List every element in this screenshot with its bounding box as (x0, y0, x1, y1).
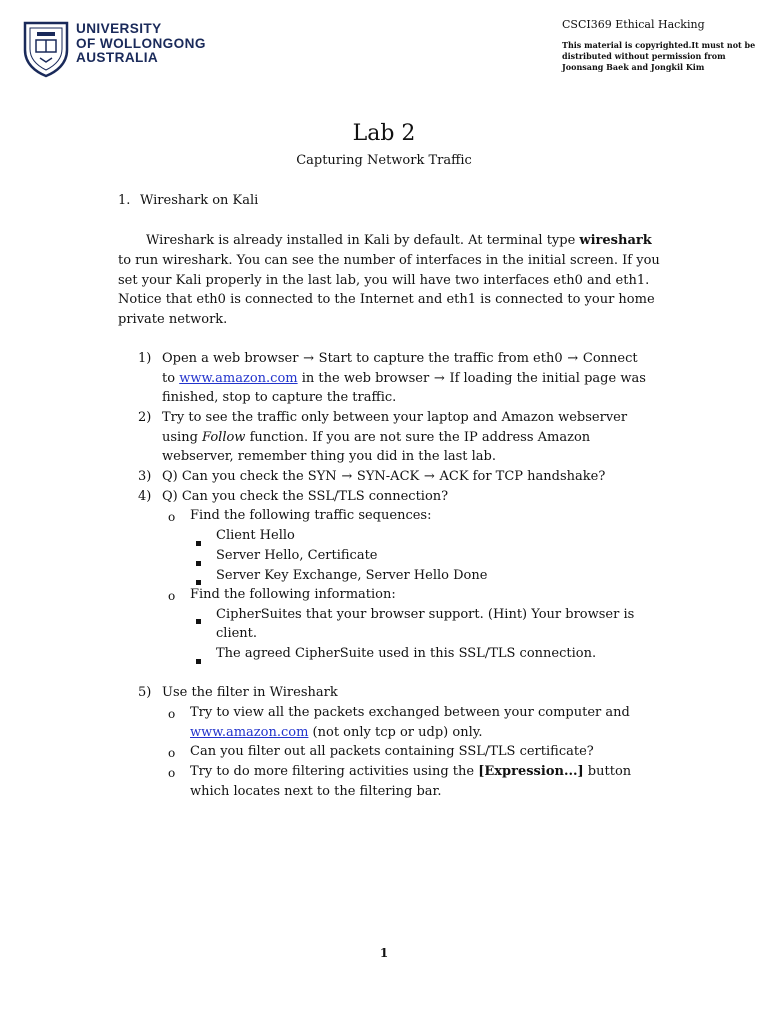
bullet-circle-icon: o (168, 510, 176, 524)
item-2-line-2 (162, 428, 590, 448)
item-4-line: Q) Can you check the SSL/TLS connection? (162, 489, 449, 504)
intro-line-1 (146, 231, 652, 251)
item-3-text-a: Q) Can you check the SYN (162, 469, 341, 484)
bullet-circle-icon: o (168, 589, 176, 603)
page-number: 1 (379, 946, 389, 960)
sequence-item-3: Server Key Exchange, Server Hello Done (216, 568, 488, 583)
university-line-1: UNIVERSITY (76, 21, 162, 36)
item-2-line-3: webserver, remember thing you did in the last lab. (162, 449, 497, 464)
copyright-line-3: Joonsang Baek and Jongkil Kim (562, 62, 705, 72)
item-4-number: 4) (138, 489, 152, 504)
item-3-number: 3) (138, 469, 152, 484)
arrow-right-icon: → (423, 469, 435, 484)
item-4-sub-1: Find the following traffic sequences: (190, 508, 432, 523)
item-1-text-d: to (162, 371, 180, 386)
intro-line-5: private network. (118, 312, 228, 327)
document-subtitle: Capturing Network Traffic (296, 153, 472, 168)
bullet-square-icon (196, 651, 201, 670)
amazon-link[interactable]: www.amazon.com (179, 371, 298, 386)
item-5-sub-1-line-1: Try to view all the packets exchanged between your computer and (190, 705, 630, 720)
copyright-line-2: distributed without permission from (562, 51, 726, 61)
item-1-text-b: Start to capture the traffic from eth0 (314, 351, 567, 366)
amazon-link[interactable]: www.amazon.com (190, 725, 309, 740)
item-2-text-a: using (162, 430, 203, 445)
item-1-number: 1) (138, 351, 152, 366)
info-item-1-line-1: CipherSuites that your browser support. (Hint) Your browser is (216, 607, 635, 622)
info-item-2: The agreed CipherSuite used in this SSL/TLS connection. (216, 646, 597, 661)
university-line-2: OF WOLLONGONG (76, 35, 206, 51)
follow-term: Follow (202, 430, 246, 445)
arrow-right-icon: → (303, 351, 314, 366)
intro-line-3: set your Kali properly in the last lab, you will have two interfaces eth0 and eth1. (118, 273, 650, 288)
university-line-3: AUSTRALIA (76, 50, 159, 65)
item-1-line-1 (162, 349, 638, 369)
intro-line-1-text: Wireshark is already installed in Kali by default. At terminal type (146, 233, 580, 248)
intro-line-2: to run wireshark. You can see the number of interfaces in the initial screen. If you (118, 253, 660, 268)
sequence-item-2: Server Hello, Certificate (216, 548, 378, 563)
item-1-text-e: in the web browser (297, 371, 434, 386)
item-5-sub-3-text-b: button (583, 764, 632, 779)
document-title: Lab 2 (352, 121, 416, 146)
bullet-circle-icon: o (168, 746, 176, 760)
bullet-square-icon (196, 553, 201, 572)
section-heading: Wireshark on Kali (140, 193, 259, 208)
item-5-sub-2: Can you filter out all packets containing SSL/TLS certificate? (190, 744, 594, 759)
bullet-square-icon (196, 533, 201, 552)
intro-line-4: Notice that eth0 is connected to the Internet and eth1 is connected to your home (118, 292, 655, 307)
item-1-line-3: finished, stop to capture the traffic. (162, 390, 397, 405)
item-2-number: 2) (138, 410, 152, 425)
item-2-text-b: function. If you are not sure the IP address Amazon (245, 430, 591, 445)
item-1-line-2 (162, 369, 646, 389)
arrow-right-icon: → (567, 351, 579, 366)
bullet-circle-icon: o (168, 707, 176, 721)
copyright-line-1: This material is copyrighted.It must not be (562, 40, 756, 50)
course-title: CSCI369 Ethical Hacking (562, 18, 705, 31)
item-5-sub-3-text-a: Try to do more filtering activities using the (190, 764, 479, 779)
item-1-text-f: If loading the initial page was (445, 371, 646, 386)
item-1-text-c: Connect (578, 351, 638, 366)
university-name (76, 22, 206, 66)
copyright-notice (562, 40, 762, 73)
section-number: 1. (118, 193, 131, 208)
arrow-right-icon: → (341, 469, 353, 484)
item-3-text-b: SYN-ACK (352, 469, 424, 484)
university-crest-logo (22, 20, 70, 78)
item-1-text-a: Open a web browser (162, 351, 303, 366)
bullet-square-icon (196, 611, 201, 630)
item-5-sub-1-line-2 (190, 723, 482, 743)
arrow-right-icon: → (433, 371, 445, 386)
info-item-1-line-2: client. (216, 626, 258, 641)
wireshark-command: wireshark (579, 233, 652, 248)
item-3-text-c: ACK for TCP handshake? (435, 469, 606, 484)
item-5-line: Use the filter in Wireshark (162, 685, 338, 700)
item-3-line (162, 467, 605, 487)
sequence-item-1: Client Hello (216, 528, 295, 543)
expression-button-label: [Expression...] (478, 764, 584, 779)
item-5-sub-3-line-2: which locates next to the filtering bar. (190, 784, 442, 799)
item-5-sub-1-text: (not only tcp or udp) only. (308, 725, 483, 740)
item-5-sub-3-line-1 (190, 762, 631, 782)
item-4-sub-2: Find the following information: (190, 587, 396, 602)
bullet-circle-icon: o (168, 766, 176, 780)
item-5-number: 5) (138, 685, 152, 700)
item-2-line-1: Try to see the traffic only between your laptop and Amazon webserver (162, 410, 628, 425)
